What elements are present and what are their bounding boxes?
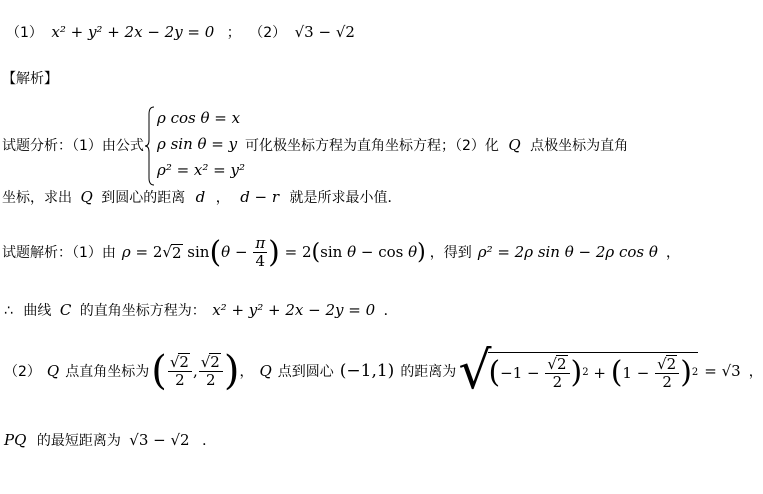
analysis-d: d [195, 188, 206, 206]
polar-equation: ρ = 2 √ 2 sin ( θ − $\frac{\pi}{4}$ ) = 2 ( sin θ − cos θ ) [121, 233, 426, 270]
answer-part2-label: （2） [249, 25, 287, 41]
curve-line: ∴ 曲线 C 的直角坐标方程为： x² + y² + 2x − 2y = 0 ． [4, 301, 398, 319]
answer-separator: ； [226, 25, 241, 41]
curve-C: C [59, 301, 72, 319]
formula-line-2: ρ sin θ = y [157, 135, 238, 153]
analysis-prefix: 试题分析：（1）由公式 [2, 138, 144, 154]
analysis-line-2: 坐标，求出 Q 到圆心的距离 d ， d − r 就是所求最小值． [2, 188, 402, 206]
part2-line: （2） Q 点直角坐标为 ( $\frac{√2}{2}$ , $\frac{√2}{2}$ ) ， Q 点到圆心 (−1,1) 的距离为 √ ( −1 − $\frac{√2}{2}$ ) 2 + ( 1 − $\frac{√2}{2}$ ) 2 = √3 ， [4, 341, 763, 401]
final-PQ: PQ [4, 431, 27, 449]
circle-center: (−1,1) [339, 361, 395, 381]
curve-equation: x² + y² + 2x − 2y = 0 [212, 301, 376, 319]
brace-icon [145, 106, 155, 186]
analysis-d-minus-r: d − r [240, 188, 280, 206]
answer-part1-equation: x² + y² + 2x − 2y = 0 [51, 23, 215, 41]
rect-equation-2: ρ² = 2ρ sin θ − 2ρ cos θ [477, 243, 658, 261]
analysis-Q: Q [508, 136, 521, 154]
final-value: √3 − √2 [129, 431, 190, 449]
answer-line [6, 22, 355, 42]
formula-line-1: ρ cos θ = x [157, 109, 241, 127]
section-title: 【解析】 [2, 71, 58, 87]
answer-part1-label: （1） [6, 25, 43, 41]
final-line: PQ 的最短距离为 √3 − √2 ． [4, 431, 217, 449]
solution-line: 试题解析：（1）由 ρ = 2 √ 2 sin ( θ − $\frac{\pi}{4}$ ) = 2 ( sin θ − cos θ ) ，得到 ρ² = 2ρ sin θ − 2ρ cos θ ， [2, 233, 680, 270]
distance-expression: √ ( −1 − $\frac{√2}{2}$ ) 2 + ( 1 − $\frac{√2}{2}$ ) 2 [458, 341, 699, 401]
q-coordinates: ( $\frac{√2}{2}$ , $\frac{√2}{2}$ ) [151, 348, 240, 394]
part2-Q2: Q [259, 362, 272, 380]
analysis-Q2: Q [80, 188, 93, 206]
analysis-text-1: 可化极坐标方程为直角坐标方程；（2）化 Q 点极坐标为直角 [245, 136, 629, 154]
formula-line-3: ρ² = x² = y² [157, 161, 246, 179]
part2-Q: Q [46, 362, 60, 380]
answer-part2-value: √3 − √2 [294, 23, 355, 41]
distance-result: = √3 [704, 362, 741, 380]
